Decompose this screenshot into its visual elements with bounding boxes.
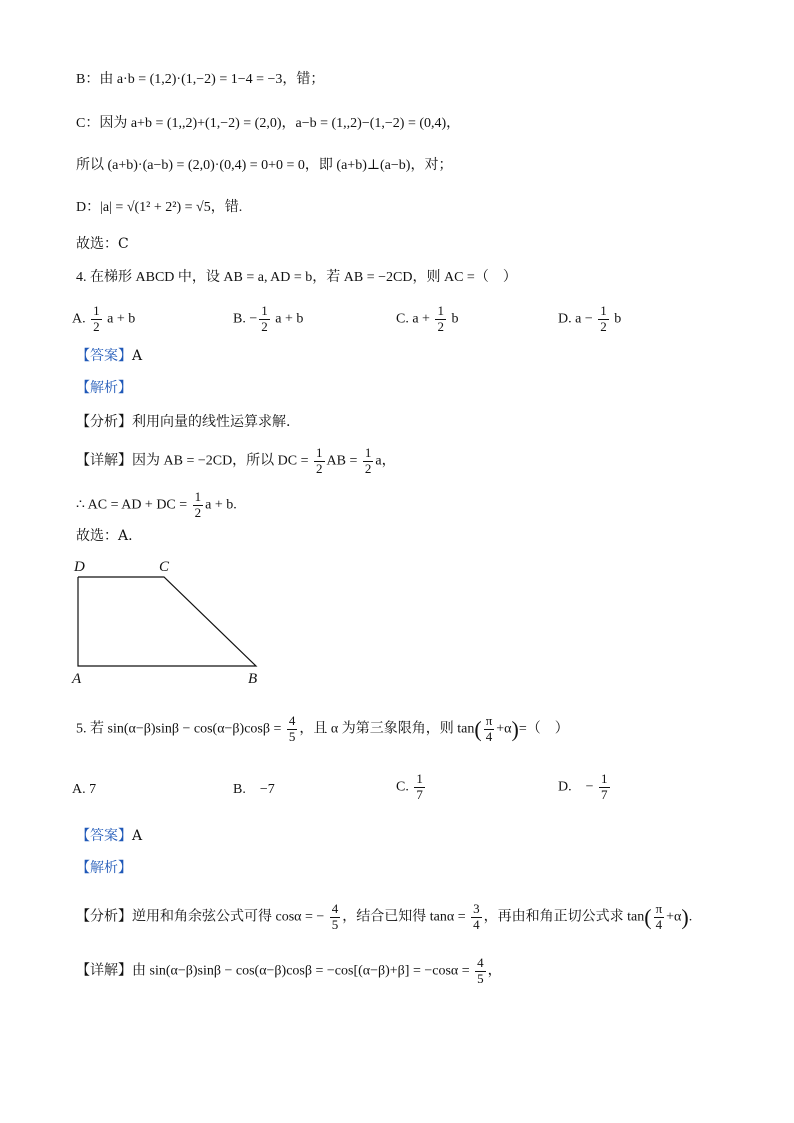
q5-fenxi: 【分析】逆用和角余弦公式可得 cosα = − $\frac{4}{5}$ ，结合已知得 tanα = $\frac{3}{4}$ ，再由和角正切公式求 tan( $\frac{\pi}{4}$ +α). xyxy=(76,901,693,932)
q5-option-d: D. − $\frac{1}{7}$ xyxy=(558,771,608,802)
q4-option-b: B. − $\frac{1}{2}$ a + b xyxy=(233,303,304,334)
q3-choice: 故选：C xyxy=(76,236,129,252)
q4-option-b-label: B. xyxy=(233,311,246,327)
q4-option-b-frac: $\frac{1}{2}$ xyxy=(261,303,268,334)
q5-xiangjie-tag: 【详解】 xyxy=(76,963,132,979)
q4-option-c-label: C. xyxy=(396,311,409,327)
q3-option-b-line: B：由 a·b = (1,2)·(1,−2) = 1−4 = −3，错； xyxy=(76,72,325,87)
trapezoid-figure xyxy=(66,556,276,688)
q5-fenxi-tag: 【分析】 xyxy=(76,909,132,925)
q4-option-d-label: D. xyxy=(558,311,572,327)
q5-stem: 5. 若 sin(α−β)sinβ − cos(α−β)cosβ = $\frac{4}{5}$ ，且 α 为第三象限角，则 tan( $\frac{\pi}{4}$ +α)=（ ） xyxy=(76,713,569,744)
vertex-label-d: D xyxy=(74,559,85,575)
q4-option-a xyxy=(72,304,135,335)
q4-option-c-tail: b xyxy=(451,311,459,327)
q5-answer-tag: 【答案】 xyxy=(76,828,132,844)
q4-answer-tag: 【答案】 xyxy=(76,348,132,364)
q4-stem: 4. 在梯形 ABCD 中，设 AB = a, AD = b，若 AB = −2CD，则 AC =（ ） xyxy=(76,270,517,285)
q3-option-c-line-2: 所以 (a+b)·(a−b) = (2,0)·(0,4) = 0+0 = 0，即 (a+b)⊥(a−b)，对； xyxy=(76,158,453,173)
vertex-label-b: B xyxy=(248,671,258,687)
q4-xiangjie-tag: 【详解】 xyxy=(76,453,132,469)
q4-option-b-tail: a + b xyxy=(275,311,304,327)
q5-option-b: B. −7 xyxy=(233,782,275,797)
q4-option-a-label: A. xyxy=(72,311,86,327)
q4-answer-value: A xyxy=(132,348,143,364)
q4-option-a-frac: $\frac{1}{2}$ xyxy=(93,303,100,334)
q4-fenxi-text: 利用向量的线性运算求解. xyxy=(132,414,291,430)
q4-xiangjie-line-2: ∴ AC = AD + DC = $\frac{1}{2}$ a + b. xyxy=(76,489,237,520)
q5-jiexi-heading: 【解析】 xyxy=(76,860,132,876)
q4-xiangjie-line-1: 【详解】因为 AB = −2CD，所以 DC = $\frac{1}{2}$ AB = $\frac{1}{2}$ a， xyxy=(76,445,396,476)
vertex-label-a: A xyxy=(72,671,82,687)
q5-option-a: A. 7 xyxy=(72,782,97,797)
vertex-label-c: C xyxy=(159,559,170,575)
q4-option-a-tail: a + b xyxy=(107,311,136,327)
q4-option-c-head: a + xyxy=(412,311,430,327)
q3-option-c-line: C：因为 a+b = (1,,2)+(1,−2) = (2,0)，a−b = (1,,2)−(1,−2) = (0,4)， xyxy=(76,116,461,131)
q5-answer xyxy=(76,826,142,846)
q5-xiangjie: 【详解】由 sin(α−β)sinβ − cos(α−β)cosβ = −cos[(α−β)+β] = −cosα = $\frac{4}{5}$ ， xyxy=(76,955,502,986)
q4-option-d-head: a − xyxy=(575,311,593,327)
q4-option-d-frac: $\frac{1}{2}$ xyxy=(600,303,607,334)
q4-choice: 故选：A. xyxy=(76,528,133,544)
q4-jiexi-heading: 【解析】 xyxy=(76,380,132,396)
q4-option-c-frac: $\frac{1}{2}$ xyxy=(437,303,444,334)
q4-option-d-tail: b xyxy=(614,311,622,327)
q5-answer-value: A xyxy=(132,828,143,844)
q5-option-c: C. $\frac{1}{7}$ xyxy=(396,771,423,802)
q4-option-c xyxy=(396,304,458,335)
q4-option-d xyxy=(558,304,621,335)
q4-fenxi xyxy=(76,412,290,432)
q4-answer xyxy=(76,346,142,366)
q3-option-d-line: D：|a| = √(1² + 2²) = √5，错. xyxy=(76,200,243,215)
trapezoid-outline xyxy=(78,577,256,666)
q4-fenxi-tag: 【分析】 xyxy=(76,414,132,430)
